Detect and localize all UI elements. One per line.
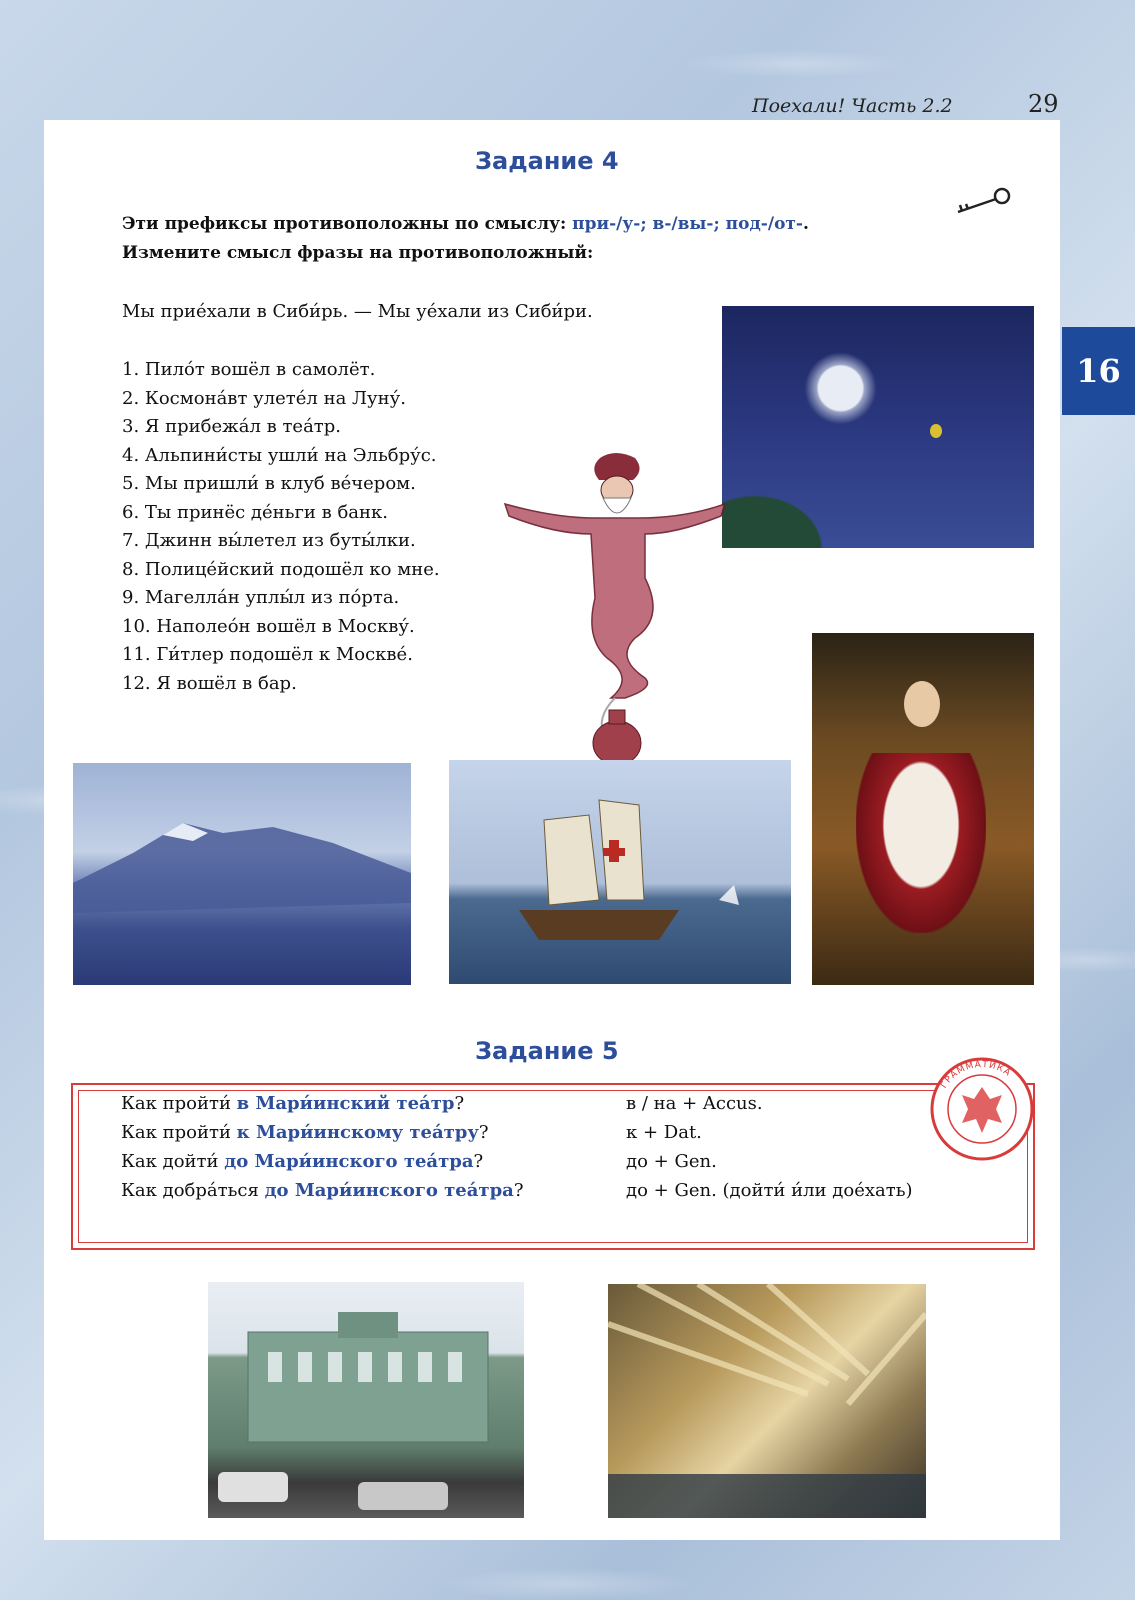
napoleon-painting xyxy=(812,633,1034,985)
task4-item: 7. Джинн вы́летел из буты́лки. xyxy=(122,530,416,551)
book-title: Поехали! Часть 2.2 xyxy=(752,95,953,117)
mariinsky-theatre-photo xyxy=(208,1282,524,1518)
grammar-row xyxy=(121,1093,763,1114)
grammar-question: Как пройти́ к Мари́инскому теа́тру? xyxy=(121,1122,489,1143)
grammar-stamp-icon xyxy=(930,1057,1034,1161)
task5-title: Задание 5 xyxy=(475,1037,619,1065)
task4-item: 11. Ги́тлер подошёл к Москве́. xyxy=(122,644,413,665)
task4-item: 12. Я вошёл в бар. xyxy=(122,672,297,694)
task4-title: Задание 4 xyxy=(475,147,619,175)
task4-item: 3. Я прибежа́л в теа́тр. xyxy=(122,416,342,437)
grammar-rule: до + Gen. (дойти́ и́ли дое́хать) xyxy=(626,1180,913,1201)
theatre-interior-render xyxy=(608,1284,926,1518)
ship-painting xyxy=(449,760,791,984)
task4-example: Мы прие́хали в Сиби́рь. — Мы уе́хали из Сиби́ри. xyxy=(122,301,593,322)
task4-item: 4. Альпини́сты ушли́ на Эльбру́с. xyxy=(122,444,437,466)
page-number: 29 xyxy=(1028,90,1059,118)
task4-item: 10. Наполео́н вошёл в Москву́. xyxy=(122,615,415,637)
key-icon xyxy=(952,186,1016,218)
grammar-target-phrase: до Мари́инского теа́тра xyxy=(264,1180,514,1201)
grammar-target-phrase: до Мари́инского теа́тра xyxy=(224,1151,474,1172)
task4-item: 9. Магелла́н уплы́л из по́рта. xyxy=(122,587,400,608)
grammar-rule: до + Gen. xyxy=(626,1151,717,1172)
task4-item: 8. Полице́йский подошёл ко мне. xyxy=(122,558,440,580)
grammar-rule: к + Dat. xyxy=(626,1122,702,1143)
chapter-tab: 16 xyxy=(1062,327,1135,415)
task4-list xyxy=(122,356,440,698)
grammar-row xyxy=(121,1122,702,1143)
task4-item: 1. Пило́т вошёл в самолёт. xyxy=(122,359,376,380)
task4-instruction: Эти префиксы противоположны по смыслу: при-/у-; в-/вы-; под-/от-. Измените смысл фразы на противоположный: xyxy=(122,214,809,263)
stamp-text: ГРАММАТИКА xyxy=(939,1059,1013,1091)
task4-item: 2. Космона́вт улете́л на Луну́. xyxy=(122,387,406,409)
grammar-row xyxy=(121,1151,717,1172)
genie-illustration xyxy=(495,448,725,768)
grammar-question: Как добра́ться до Мари́инского теа́тра? xyxy=(121,1180,524,1201)
task4-item: 5. Мы пришли́ в клуб ве́чером. xyxy=(122,473,416,494)
mountain-photo xyxy=(73,763,411,985)
grammar-rule: в / на + Accus. xyxy=(626,1093,763,1114)
moon-photo xyxy=(722,306,1034,548)
grammar-row xyxy=(121,1180,913,1201)
grammar-target-phrase: к Мари́инскому теа́тру xyxy=(236,1122,479,1143)
prefix-pairs: при-/у-; в-/вы-; под-/от- xyxy=(572,214,803,234)
task4-item: 6. Ты принёс де́ньги в банк. xyxy=(122,501,388,523)
grammar-target-phrase: в Мари́инский теа́тр xyxy=(236,1093,455,1114)
grammar-box xyxy=(71,1083,1035,1250)
grammar-question: Как пройти́ в Мари́инский теа́тр? xyxy=(121,1093,465,1114)
grammar-question: Как дойти́ до Мари́инского теа́тра? xyxy=(121,1151,484,1172)
